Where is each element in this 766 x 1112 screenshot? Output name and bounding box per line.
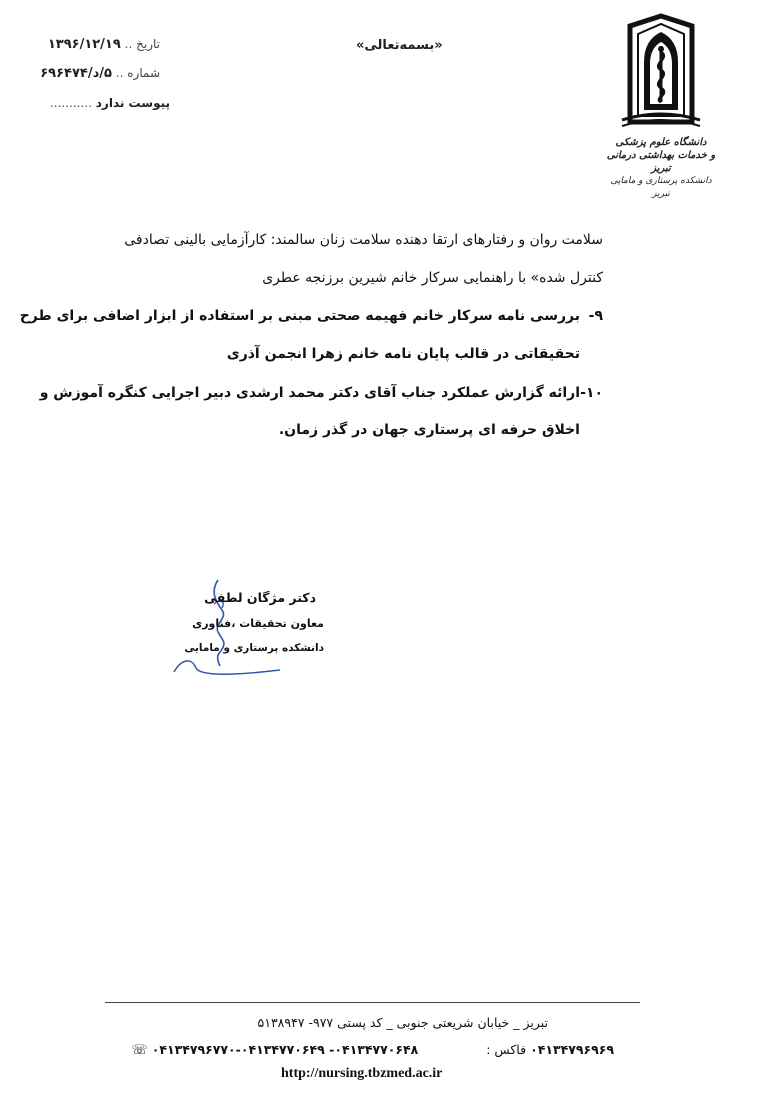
signatory-title: معاون تحقیقات ،فناوری xyxy=(192,617,324,630)
item10-number: ۱۰- xyxy=(580,385,603,401)
footer-divider xyxy=(105,1002,640,1003)
fax-number: ۰۴۱۳۴۷۹۶۹۶۹ xyxy=(530,1042,614,1057)
logo-caption-line3: دانشکده پرستاری و مامایی تبریز xyxy=(610,176,712,199)
signatory-name: دکتر مژگان لطفی xyxy=(204,590,316,605)
item9-line1: بررسی نامه سرکار خانم فهیمه صحتی مبنی بر استفاده از ابزار اضافی برای طرح xyxy=(19,308,580,324)
logo-caption xyxy=(602,136,720,201)
item8-line2: کنترل شده» با راهنمایی سرکار خانم شیرین برزنجه عطری xyxy=(262,270,603,286)
logo-caption-line1: دانشگاه علوم پزشکی xyxy=(615,137,707,148)
item10-line1: ارائه گزارش عملکرد جناب آقای دکتر محمد ارشدی دبیر اجرایی کنگره آموزش و xyxy=(39,385,580,401)
footer-website-link[interactable]: http://nursing.tbzmed.ac.ir xyxy=(281,1066,443,1081)
date-label: تاریخ xyxy=(136,37,160,51)
item9-number: ۹- xyxy=(588,308,603,324)
footer-address: تبریز _ خیابان شریعتی جنوبی _ کد پستی ۹۷۷- ۵۱۳۸۹۴۷ xyxy=(257,1015,548,1030)
item10-line2: اخلاق حرفه ای پرستاری جهان در گذر زمان. xyxy=(278,422,580,438)
attachment-text: پیوست ندارد xyxy=(95,96,170,110)
number-label: شماره xyxy=(127,66,160,80)
number-value: ۵/د/۶۹۶۴۷۴ xyxy=(40,66,112,81)
item8-line1: سلامت روان و رفتارهای ارتقا دهنده سلامت زنان سالمند: کارآزمایی بالینی تصادفی xyxy=(124,232,603,248)
fax-label: فاکس : xyxy=(486,1042,527,1057)
university-logo xyxy=(602,12,720,199)
logo-caption-line2: و خدمات بهداشتی درمانی تبریز xyxy=(606,150,716,174)
letter-date: تاریخ .. ۱۳۹۶/۱۲/۱۹ xyxy=(47,37,160,52)
university-emblem-icon xyxy=(602,12,720,130)
attachment-note xyxy=(50,96,170,110)
date-value: ۱۳۹۶/۱۲/۱۹ xyxy=(47,37,121,52)
signatory-organization: دانشکده پرستاری و مامایی xyxy=(184,642,324,654)
footer-contacts xyxy=(131,1042,614,1058)
bismillah-heading: «بسمه‌تعالی» xyxy=(356,38,443,53)
phone-icon: ☏ xyxy=(131,1043,148,1058)
phone-numbers: ۰۴۱۳۴۷۷۰۶۴۸- ۰۴۱۳۴۷۷۰۶۴۹-۰۴۱۳۴۷۹۶۷۷۰ xyxy=(151,1042,419,1057)
item9-line2: تحقیقاتی در قالب پایان نامه خانم زهرا انجمن آذری xyxy=(226,346,580,362)
attachment-dots: ........... xyxy=(49,96,92,110)
letter-number: شماره .. ۵/د/۶۹۶۴۷۴ xyxy=(40,66,160,81)
